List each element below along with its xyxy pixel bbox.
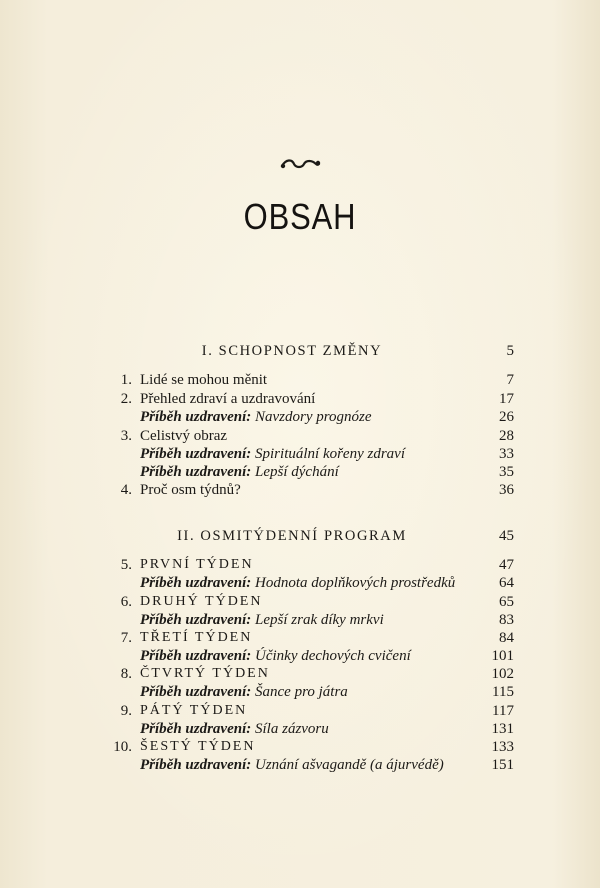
page-number: 115: [492, 684, 514, 700]
page-number: 65: [499, 594, 514, 610]
page-number: 17: [499, 391, 514, 407]
toc-story-entry: [110, 610, 514, 630]
toc-entry: [110, 701, 514, 721]
toc-entry: [110, 664, 514, 684]
toc-story-entry: [110, 573, 514, 593]
page-number: 102: [491, 666, 514, 682]
story-label: Síla zázvoru: [251, 721, 329, 737]
story-prefix: Příběh uzdravení:: [140, 575, 252, 591]
chapter-title: Lidé se mohou měnit: [140, 372, 268, 388]
chapter-number: 7.: [120, 630, 132, 646]
story-label: Účinky dechových cvičení: [251, 648, 411, 664]
story-title: [140, 573, 455, 593]
chapter-number: 5.: [120, 557, 132, 573]
story-prefix: Příběh uzdravení:: [140, 409, 252, 425]
page-number: 45: [499, 528, 514, 544]
chapter-title: PÁTÝ TÝDEN: [140, 703, 248, 718]
story-title: [140, 407, 372, 427]
chapter-number: 3.: [120, 428, 132, 444]
story-label: Lepší zrak díky mrkvi: [251, 612, 384, 628]
story-title: [140, 719, 329, 739]
page-number: 26: [499, 409, 514, 425]
toc-entry: [110, 628, 514, 648]
page-number: 28: [499, 428, 514, 444]
story-title: [140, 610, 384, 630]
story-prefix: Příběh uzdravení:: [140, 721, 252, 737]
toc-entry: [110, 555, 514, 575]
story-title: [140, 444, 405, 464]
page-number: 35: [499, 464, 514, 480]
story-prefix: Příběh uzdravení:: [140, 648, 252, 664]
chapter-title: DRUHÝ TÝDEN: [140, 594, 263, 609]
story-label: Šance pro játra: [251, 684, 348, 700]
part-title: I. SCHOPNOST ZMĚNY: [201, 343, 383, 359]
toc-entry: [110, 389, 514, 409]
chapter-number: 8.: [120, 666, 132, 682]
story-prefix: Příběh uzdravení:: [140, 612, 252, 628]
toc-entry: [110, 480, 514, 500]
page-number: 83: [499, 612, 514, 628]
story-prefix: Příběh uzdravení:: [140, 684, 252, 700]
page-number: 117: [492, 703, 514, 719]
chapter-number: 6.: [120, 594, 132, 610]
story-label: Spirituální kořeny zdraví: [251, 446, 406, 462]
chapter-title: PRVNÍ TÝDEN: [140, 557, 254, 572]
chapter-title: ŠESTÝ TÝDEN: [140, 739, 256, 754]
toc-entry: [110, 737, 514, 757]
page-number: 36: [499, 482, 514, 498]
story-title: [140, 755, 444, 775]
toc-story-entry: [110, 682, 514, 702]
toc-entry: [110, 592, 514, 612]
story-label: Hodnota doplňkových prostředků: [251, 575, 456, 591]
page-number: 7: [506, 372, 514, 388]
story-label: Navzdory prognóze: [251, 409, 372, 425]
page-number: 5: [506, 343, 514, 359]
story-title: [140, 646, 411, 666]
chapter-number: 4.: [120, 482, 132, 498]
toc-story-entry: [110, 407, 514, 427]
chapter-title: Přehled zdraví a uzdravování: [140, 391, 316, 407]
chapter-number: 10.: [113, 739, 132, 755]
chapter-title: ČTVRTÝ TÝDEN: [140, 666, 270, 681]
toc-entry: [110, 426, 514, 446]
story-title: [140, 462, 339, 482]
toc-part-1: [110, 341, 514, 361]
page-number: 47: [499, 557, 514, 573]
page-number: 131: [491, 721, 514, 737]
story-label: Lepší dýchání: [251, 464, 339, 480]
page-title: OBSAH: [243, 196, 357, 237]
page-number: 33: [499, 446, 514, 462]
toc-entry: [110, 370, 514, 390]
page-number: 101: [491, 648, 514, 664]
chapter-number: 9.: [120, 703, 132, 719]
chapter-number: 1.: [120, 372, 132, 388]
toc-story-entry: [110, 646, 514, 666]
story-prefix: Příběh uzdravení:: [140, 757, 252, 773]
story-prefix: Příběh uzdravení:: [140, 464, 252, 480]
toc-story-entry: [110, 462, 514, 482]
story-label: Uznání ašvagandě (a ájurvédě): [251, 757, 444, 773]
story-prefix: Příběh uzdravení:: [140, 446, 252, 462]
page-number: 84: [499, 630, 514, 646]
chapter-title: TŘETÍ TÝDEN: [140, 630, 253, 645]
chapter-title: Celistvý obraz: [140, 428, 228, 444]
story-title: [140, 682, 348, 702]
part-title: II. OSMITÝDENNÍ PROGRAM: [177, 528, 407, 544]
chapter-title: Proč osm týdnů?: [140, 482, 241, 498]
toc-part-2: [110, 526, 514, 546]
toc-story-entry: [110, 444, 514, 464]
toc-story-entry: [110, 719, 514, 739]
chapter-number: 2.: [120, 391, 132, 407]
toc-story-entry: [110, 755, 514, 775]
page-number: 64: [499, 575, 514, 591]
page-number: 133: [491, 739, 514, 755]
page-number: 151: [491, 757, 514, 773]
